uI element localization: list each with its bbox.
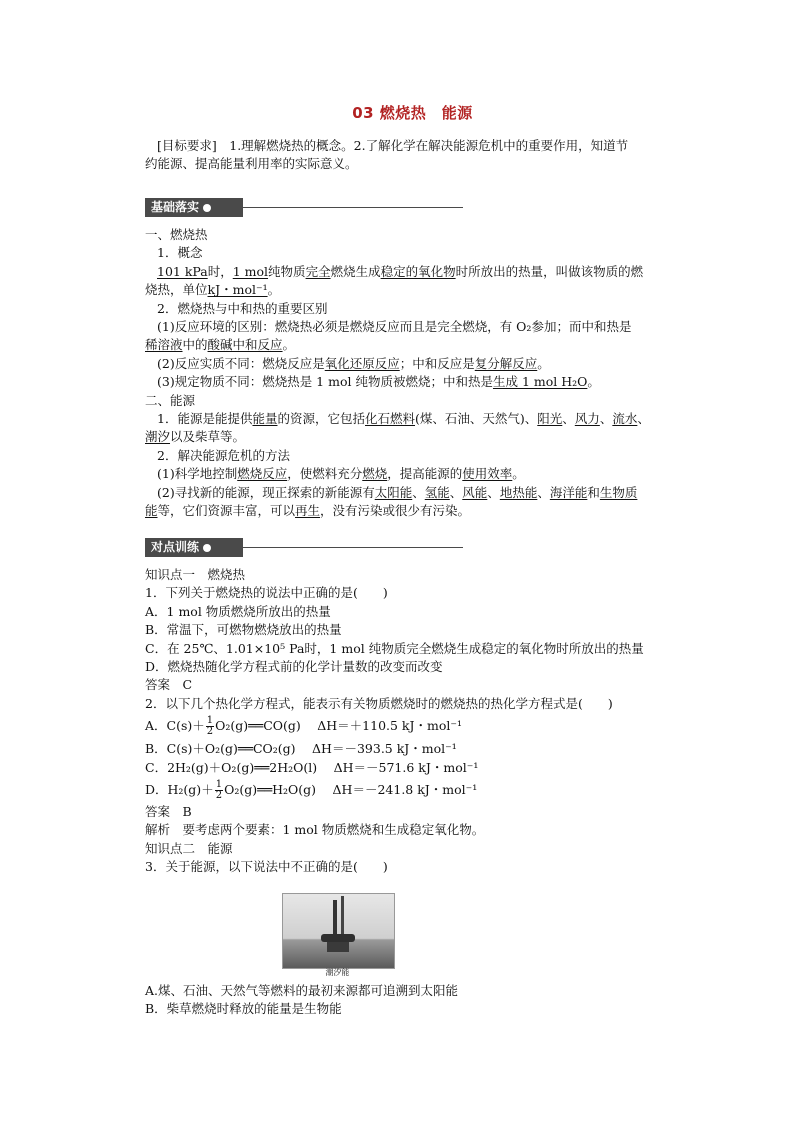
text-line: 1．能源是能提供能量的资源，它包括化石燃料(煤、石油、天然气)、阳光、风力、流水、 <box>157 411 650 427</box>
bullet-dot-icon <box>203 204 211 212</box>
option: A．C(s)＋ $\frac{1}{2}$ O₂(g)══CO(g) ΔH＝＋110.5 kJ・mol⁻¹ <box>145 715 463 738</box>
option: B．常温下，可燃物燃烧放出的热量 <box>145 622 342 638</box>
option: D．燃烧热随化学方程式前的化学计量数的改变而改变 <box>145 659 443 675</box>
section-label: 基础落实 <box>151 200 200 214</box>
text-line: (3)规定物质不同：燃烧热是 1 mol 纯物质被燃烧；中和热是生成 1 mol H₂O。 <box>157 374 600 390</box>
text-line: (2)寻找新的能源，现正探索的新能源有太阳能、氢能、风能、地热能、海洋能和生物质 <box>157 484 638 500</box>
option: B．C(s)＋O₂(g)══CO₂(g) ΔH＝－393.5 kJ・mol⁻¹ <box>145 741 457 757</box>
photo-caption: 潮汐能 <box>325 968 350 977</box>
section-label: 对点训练 <box>151 540 200 554</box>
objectives-line-1: [目标要求] 1.理解燃烧热的概念。2.了解化学在解决能源危机中的重要作用，知道节 <box>157 138 629 153</box>
subheading: 1．概念 <box>157 245 203 261</box>
option: A.煤、石油、天然气等燃料的最初来源都可追溯到太阳能 <box>145 983 459 998</box>
option: C．在 25℃、1.01×10⁵ Pa时，1 mol 纯物质完全燃烧生成稳定的氧化物时所放出的热量 <box>145 640 644 656</box>
bullet-dot-icon <box>203 544 211 552</box>
heading: 二、能源 <box>145 392 196 408</box>
text-line: 能等，它们资源丰富，可以再生，没有污染或很少有污染。 <box>145 503 471 519</box>
text-line: 烧热，单位kJ・mol⁻¹。 <box>145 282 281 298</box>
answer: 答案 C <box>145 677 193 693</box>
question: 3．关于能源，以下说法中不正确的是( ) <box>145 859 388 875</box>
subheading: 2．燃烧热与中和热的重要区别 <box>157 300 328 316</box>
knowledge-point: 知识点二 能源 <box>145 840 233 856</box>
text-line: (1)科学地控制燃烧反应，使燃料充分燃烧，提高能源的使用效率。 <box>157 466 525 482</box>
section-header-practice <box>145 538 465 558</box>
practice-content <box>145 566 680 877</box>
option: C．2H₂(g)＋O₂(g)══2H₂O(l) ΔH＝－571.6 kJ・mol⁻¹ <box>145 759 479 775</box>
question: 1．下列关于燃烧热的说法中正确的是( ) <box>145 585 388 601</box>
text-line: 101 kPa时，1 mol纯物质完全燃烧生成稳定的氧化物时所放出的热量，叫做该物质的燃 <box>157 263 644 279</box>
option: B．柴草燃烧时释放的能量是生物能 <box>145 1001 342 1017</box>
divider <box>243 547 463 548</box>
objectives-line-2: 约能源、提高能量利用率的实际意义。 <box>145 156 358 172</box>
question: 2．以下几个热化学方程式，能表示有关物质燃烧时的燃烧热的热化学方程式是( ) <box>145 695 613 711</box>
fraction: $\frac{1}{2}$ <box>206 715 214 738</box>
explanation: 解析 要考虑两个要素：1 mol 物质燃烧和生成稳定氧化物。 <box>145 822 485 838</box>
basics-content <box>145 226 680 521</box>
knowledge-point: 知识点一 燃烧热 <box>145 567 246 582</box>
option: D．H₂(g)＋ $\frac{1}{2}$ O₂(g)══H₂O(g) ΔH＝－241.8 kJ・mol⁻¹ <box>145 779 478 802</box>
page-title: 03 燃烧热 能源 <box>352 104 473 122</box>
option: A．1 mol 物质燃烧所放出的热量 <box>145 603 331 619</box>
tidal-power-photo <box>282 893 395 969</box>
section-header-basics <box>145 198 465 218</box>
text-line: (1)反应环境的区别：燃烧热必须是燃烧反应而且是完全燃烧，有 O₂参加；而中和热是 <box>157 319 632 335</box>
answer: 答案 B <box>145 804 192 820</box>
objectives <box>145 137 680 174</box>
text-line: 潮汐以及柴草等。 <box>145 429 246 445</box>
text-line: (2)反应实质不同：燃烧反应是氧化还原反应；中和反应是复分解反应。 <box>157 355 550 371</box>
fraction: $\frac{1}{2}$ <box>215 779 223 802</box>
divider <box>243 207 463 208</box>
text-line: 稀溶液中的酸碱中和反应。 <box>145 337 296 353</box>
subheading: 2．解决能源危机的方法 <box>157 447 290 463</box>
heading: 一、燃烧热 <box>145 227 208 242</box>
q3-options <box>145 982 680 1019</box>
